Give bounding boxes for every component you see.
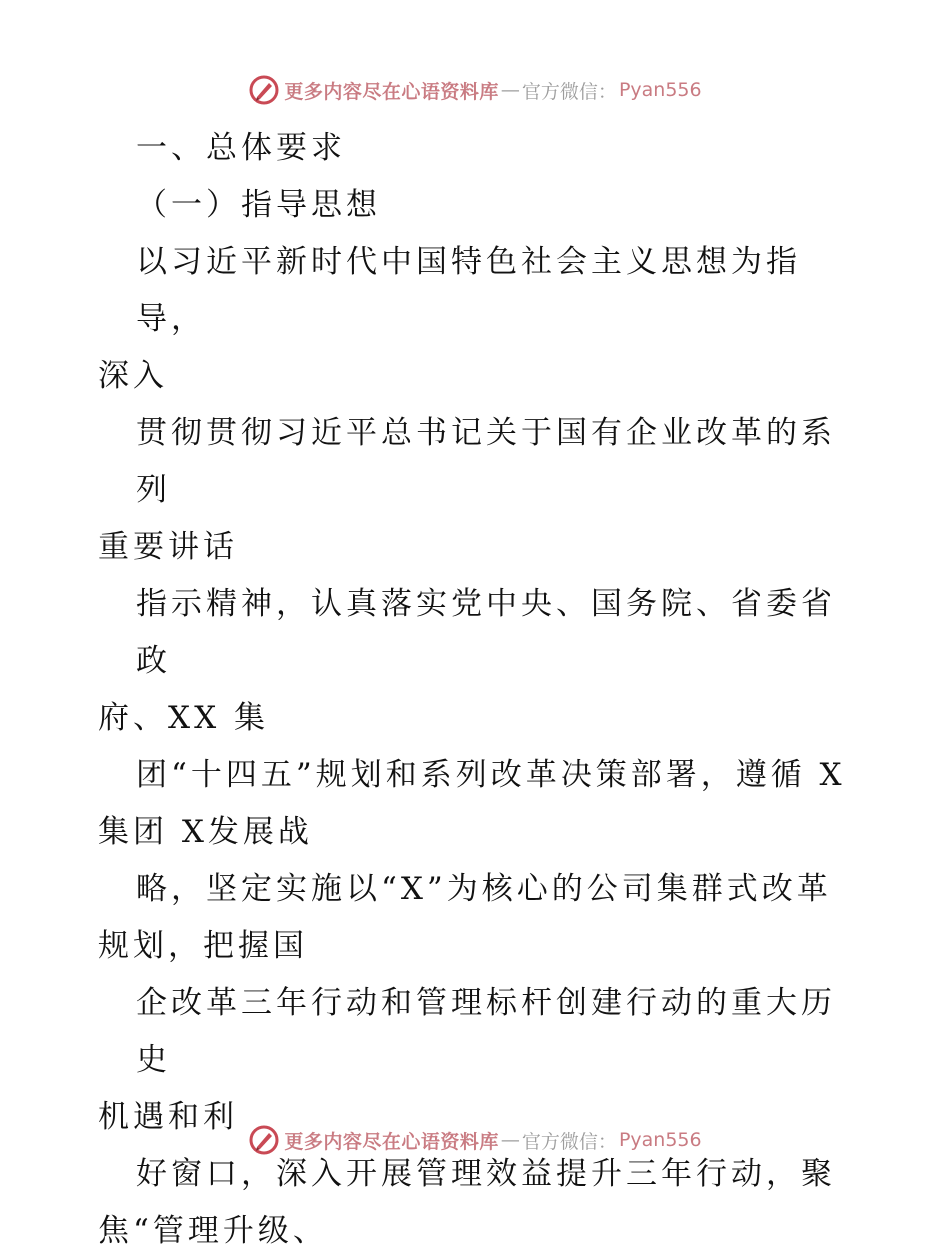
pen-logo-icon: [248, 1124, 280, 1156]
text-line: 企改革三年行动和管理标杆创建行动的重大历史: [136, 985, 836, 1078]
heading-general-requirements: 一、总体要求: [136, 130, 346, 166]
text-line: 好窗口，深入开展管理效益提升三年行动，聚: [136, 1156, 836, 1192]
text-line: 以习近平新时代中国特色社会主义思想为指导，: [136, 244, 801, 337]
footer-watermark: [0, 1120, 950, 1160]
watermark-main-text: 更多内容尽在心语资料库: [284, 1130, 499, 1153]
text-line: 焦“管理升级、: [98, 1213, 328, 1249]
watermark-sub-text: 官方微信：: [521, 1130, 617, 1153]
text-line: 团“十四五”规划和系列改革决策部署，遵循 X: [136, 757, 846, 793]
text-line: 贯彻贯彻习近平总书记关于国有企业改革的系列: [136, 415, 836, 508]
text-line: 府、XX 集: [98, 700, 269, 736]
text-line: 指示精神，认真落实党中央、国务院、省委省政: [136, 586, 836, 679]
pen-logo-icon: [248, 74, 280, 106]
watermark-separator: —: [500, 79, 520, 101]
text-line: 深入: [98, 358, 168, 394]
text-line: 略，坚定实施以“X”为核心的公司集群式改革: [136, 871, 832, 907]
watermark-main-text: 更多内容尽在心语资料库: [284, 80, 499, 103]
subheading-guiding-ideology: （一）指导思想: [136, 187, 381, 223]
watermark-wechat-id: Pyan556: [618, 79, 702, 101]
text-line: 集团 X发展战: [98, 814, 313, 850]
text-line: 机遇和利: [98, 1099, 238, 1135]
header-watermark: [0, 70, 950, 110]
text-line: 规划，把握国: [98, 928, 308, 964]
text-line: 重要讲话: [98, 529, 238, 565]
watermark-sub-text: 官方微信：: [521, 80, 617, 103]
document-body: [98, 120, 858, 1260]
watermark-wechat-id: Pyan556: [618, 1129, 702, 1151]
watermark-separator: —: [500, 1129, 520, 1151]
